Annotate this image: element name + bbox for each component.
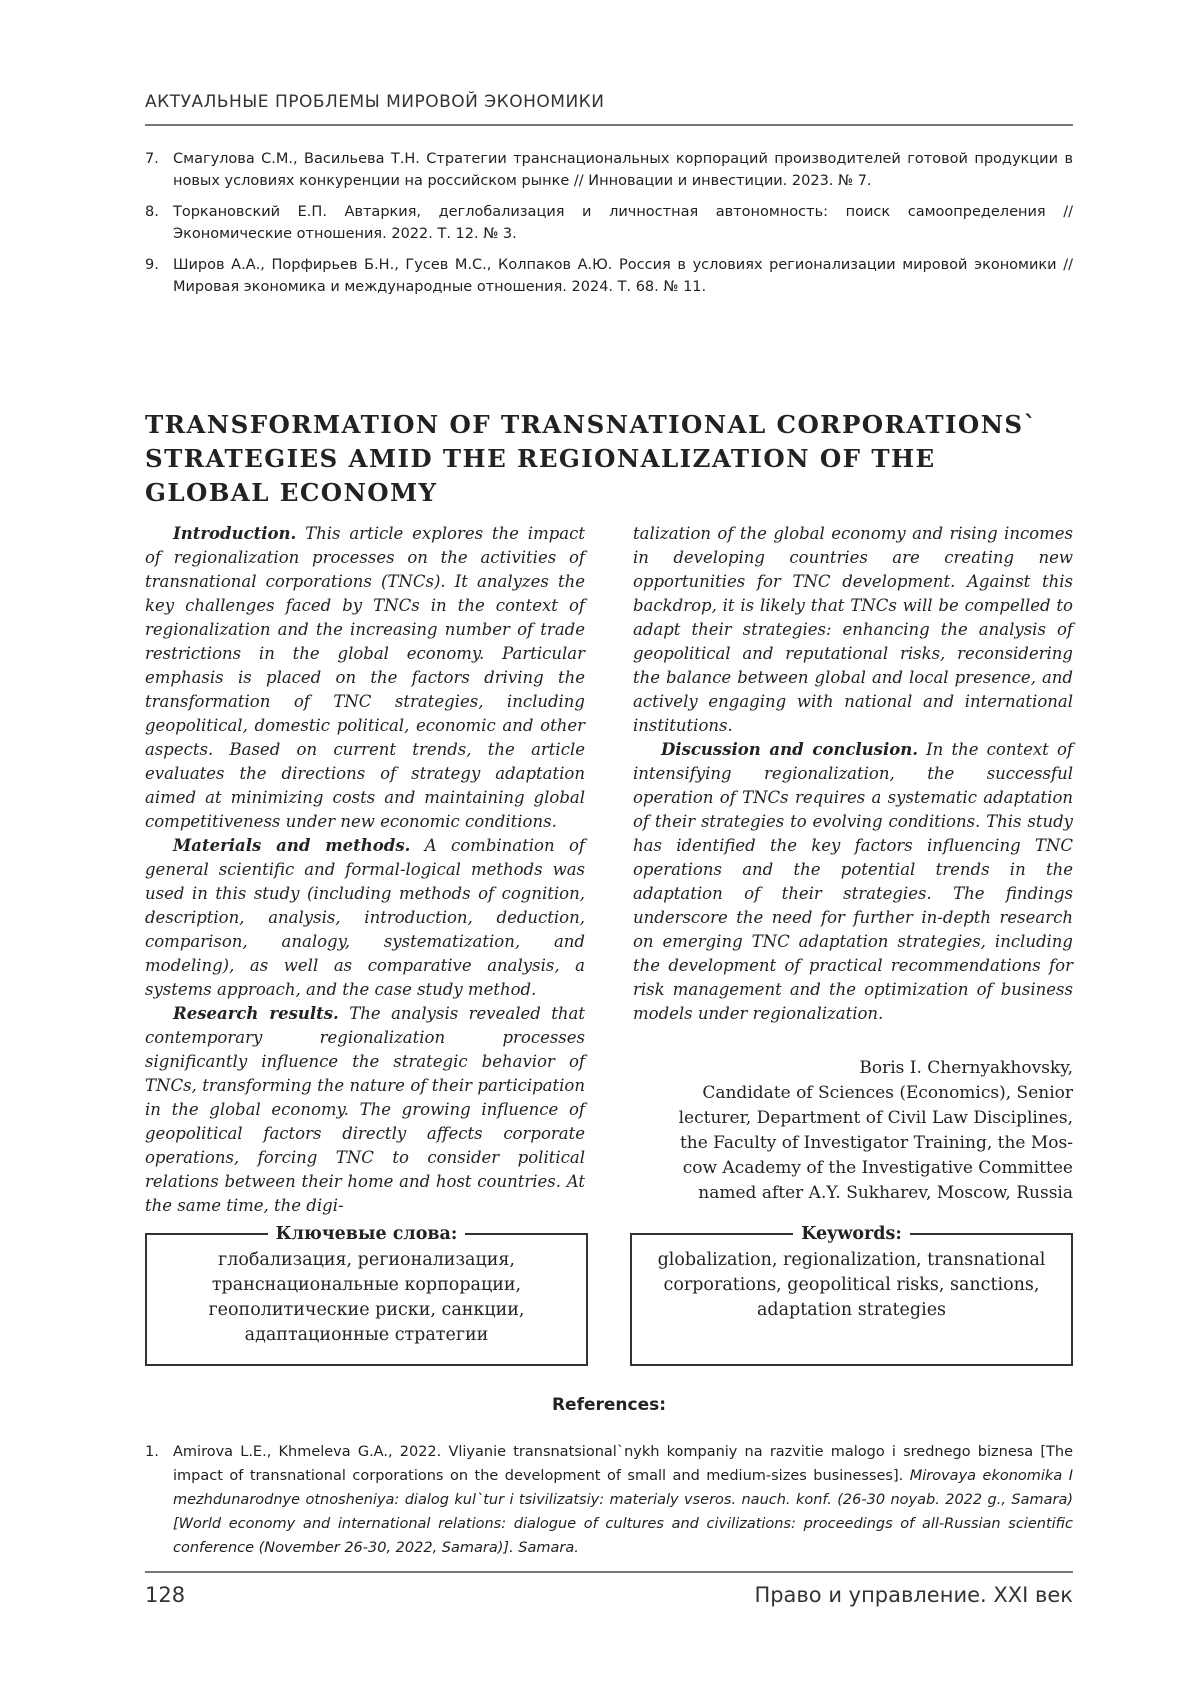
- keywords-en-box: [630, 1224, 1073, 1366]
- abstract-left-column: [145, 522, 585, 1218]
- footer-rule: [145, 1571, 1073, 1573]
- section-lead: Introduction.: [173, 524, 297, 543]
- references-heading: References:: [551, 1395, 667, 1415]
- reference-item: [145, 148, 1073, 192]
- keywords-ru-text: глобализация, регионализация, транснациональные корпорации, геополитические риски, санкции, адаптационные стратегии: [208, 1250, 525, 1345]
- header-rule: [145, 124, 1073, 126]
- author-block: [633, 1056, 1073, 1206]
- author-name: Boris I. Chernyakhovsky,: [859, 1058, 1073, 1078]
- reference-number: 9.: [145, 257, 159, 273]
- keywords-ru-label: Ключевые слова:: [275, 1224, 458, 1244]
- keywords-ru-box: [145, 1224, 588, 1366]
- section-text: The analysis revealed that contemporary regionalization processes significantly influence the strategic behavior of TNCs, transforming the nature of their participation in the global economy. The growing influence of geopolitical factors directly affects corporate operations, forcing TNC to consider political relations between their home and host countries. At the same time, the digi-: [145, 1004, 585, 1215]
- abstract-right-column: [633, 522, 1073, 1206]
- author-affiliation-line: Candidate of Sciences (Economics), Senior: [702, 1083, 1073, 1103]
- abstract-results: [145, 1002, 585, 1218]
- reference-text: Amirova L.E., Khmeleva G.A., 2022. Vliyanie transnatsional`nykh kompaniy na razvitie malogo i srednego biznesa [The impact of transnational corporations on the development of small and medium-sizes businesses].: [173, 1444, 1073, 1484]
- reference-source: Mirovaya ekonomika I mezhdunarodnye otnosheniya: dialog kul`tur i tsivilizatsiy: materialy vseros. nauch. konf. (26-30 noyab. 2022 g., Samara) [World economy and international relations: dialogue of cultures and civilizations: proceedings of all-Russian scientific conference (November 26-30, 2022, Samara)]. Samara.: [173, 1468, 1073, 1556]
- author-affiliation-line: the Faculty of Investigator Training, the Mos-: [679, 1133, 1073, 1153]
- author-affiliation-line: cow Academy of the Investigative Committee: [682, 1158, 1073, 1178]
- author-affiliation-line: lecturer, Department of Civil Law Disciplines,: [678, 1108, 1073, 1128]
- reference-text: Смагулова С.М., Васильева Т.Н. Стратегии транснациональных корпораций производителей готовой продукции в новых условиях конкуренции на российском рынке // Инновации и инвестиции. 2023. № 7.: [173, 151, 1073, 189]
- keywords-en-text: globalization, regionalization, transnational corporations, geopolitical risks, sanctions, adaptation strategies: [657, 1250, 1046, 1320]
- reference-item: [145, 201, 1073, 245]
- reference-item: [145, 254, 1073, 298]
- top-reference-list: [145, 148, 1073, 307]
- journal-name: Право и управление. XXI век: [754, 1583, 1073, 1607]
- keywords-en-label: Keywords:: [801, 1224, 902, 1244]
- abstract-materials: [145, 834, 585, 1002]
- section-lead: Materials and methods.: [173, 836, 411, 855]
- section-lead: Discussion and conclusion.: [661, 740, 918, 759]
- running-header: АКТУАЛЬНЫЕ ПРОБЛЕМЫ МИРОВОЙ ЭКОНОМИКИ: [145, 92, 605, 112]
- page-number: 128: [145, 1583, 186, 1607]
- author-affiliation-line: named after A.Y. Sukharev, Moscow, Russia: [698, 1183, 1073, 1203]
- reference-number: 1.: [145, 1444, 159, 1460]
- article-title: TRANSFORMATION OF TRANSNATIONAL CORPORATIONS` STRATEGIES AMID THE REGIONALIZATION OF THE GLOBAL ECONOMY: [145, 410, 1038, 507]
- section-text: This article explores the impact of regionalization processes on the activities of transnational corporations (TNCs). It analyzes the key challenges faced by TNCs in the context of regionalization and the increasing number of trade restrictions in the global economy. Particular emphasis is placed on the factors driving the transformation of TNC strategies, including geopolitical, domestic political, economic and other aspects. Based on current trends, the article evaluates the directions of strategy adaptation aimed at minimizing costs and maintaining global competitiveness under new economic conditions.: [145, 524, 585, 831]
- section-lead: Research results.: [173, 1004, 339, 1023]
- reference-number: 8.: [145, 204, 159, 220]
- journal-page: [145, 0, 1073, 1697]
- abstract-introduction: [145, 522, 585, 834]
- abstract-discussion: [633, 738, 1073, 1026]
- abstract-results-continued: talization of the global economy and rising incomes in developing countries are creating new opportunities for TNC development. Against this backdrop, it is likely that TNCs will be compelled to adapt their strategies: enhancing the analysis of geopolitical and reputational risks, reconsidering the balance between global and local presence, and actively engaging with national and international institutions.: [633, 524, 1073, 735]
- reference-text: Широв А.А., Порфирьев Б.Н., Гусев М.С., Колпаков А.Ю. Россия в условиях регионализации мировой экономики // Мировая экономика и международные отношения. 2024. Т. 68. № 11.: [173, 257, 1073, 295]
- section-text: In the context of intensifying regionalization, the successful operation of TNCs requires a systematic adaptation of their strategies to evolving conditions. This study has identified the key factors influencing TNC operations and the potential trends in the adaptation of their strategies. The findings underscore the need for further in-depth research on emerging TNC adaptation strategies, including the development of practical recommendations for risk management and the optimization of business models under regionalization.: [633, 740, 1073, 1023]
- section-text: A combination of general scientific and formal-logical methods was used in this study (including methods of cognition, description, analysis, introduction, deduction, comparison, analogy, systematization, and modeling), as well as comparative analysis, a systems approach, and the case study method.: [145, 836, 585, 999]
- references-list: [145, 1440, 1073, 1560]
- reference-number: 7.: [145, 151, 159, 167]
- reference-text: Торкановский Е.П. Автаркия, деглобализация и личностная автономность: поиск самоопределения // Экономические отношения. 2022. Т. 12. № 3.: [173, 204, 1073, 242]
- reference-item: [145, 1440, 1073, 1560]
